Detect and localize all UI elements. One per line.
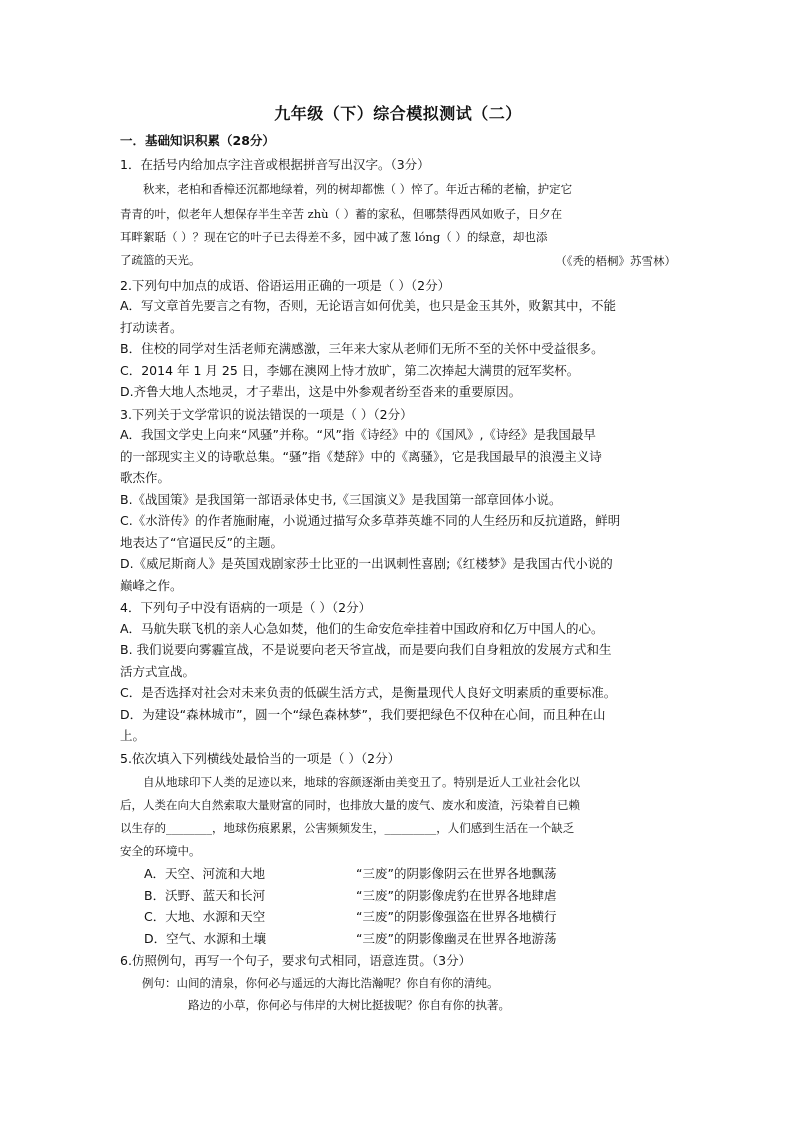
choice-left: A．天空、河流和大地 bbox=[144, 866, 266, 881]
question-5-passage-line: 安全的环境中。 bbox=[120, 844, 201, 858]
question-2 bbox=[120, 276, 676, 403]
question-3-option: A．我国文学史上向来“风骚”并称。“风”指《诗经》中的《国风》,《诗经》是我国最早 bbox=[120, 427, 596, 442]
question-4-option: 上。 bbox=[120, 728, 146, 743]
question-5 bbox=[120, 749, 676, 950]
question-5-choice bbox=[144, 863, 676, 885]
question-3-stem: 3.下列关于文学常识的说法错误的一项是（ ）（2分） bbox=[120, 406, 413, 422]
question-1-stem: 1．在括号内给加点字注音或根据拼音写出汉字。（3分） bbox=[120, 157, 430, 172]
question-1-passage-line: 秋来，老柏和香樟还沉都地绿着，列的树却都憔（ ）悴了。年近古稀的老榆，护定它 bbox=[143, 181, 573, 196]
question-1-passage-line: 耳畔絮聒（ ）？现在它的叶子已去得差不多，园中减了葱 lóng（ ）的绿意，却也添 bbox=[120, 229, 548, 244]
page-title: 九年级（下）综合模拟测试（二） bbox=[274, 104, 522, 123]
question-3-option: 地表达了“官逼民反”的主题。 bbox=[120, 534, 283, 550]
question-5-choice bbox=[144, 906, 676, 928]
choice-left: B．沃野、蓝天和长河 bbox=[144, 887, 266, 903]
choice-right: “三废”的阴影像阴云在世界各地飘荡 bbox=[356, 866, 557, 881]
question-5-passage-line: 自从地球印下人类的足迹以来，地球的容颜逐渐由美变丑了。特别是近人工业社会化以 bbox=[143, 775, 580, 789]
choice-right: “三废”的阴影像幽灵在世界各地游荡 bbox=[356, 930, 557, 946]
choice-left: C．大地、水源和天空 bbox=[144, 909, 266, 924]
question-2-option: B．住校的同学对生活老师充满感激，三年来大家从老师们无所不至的关怀中受益很多。 bbox=[120, 341, 604, 356]
question-4-option: D．为建设“森林城市”，圆一个“绿色森林梦”，我们要把绿色不仅种在心间，而且种在山 bbox=[120, 706, 606, 722]
question-3-option: 歌杰作。 bbox=[120, 470, 171, 485]
question-2-option: A．写文章首先要言之有物，否则，无论语言如何优美，也只是金玉其外，败絮其中，不能 bbox=[120, 298, 617, 313]
question-3 bbox=[120, 405, 676, 597]
question-6-example-text: 路边的小草，你何必与伟岸的大树比挺拔呢？你自有你的执著。 bbox=[188, 997, 510, 1012]
question-5-stem: 5.依次填入下列横线处最恰当的一项是（ ）（2分） bbox=[120, 750, 401, 766]
question-1-passage-line: 青青的叶，似老年人想保存半生辛苦 zhù（ ）蓄的家私，但哪禁得西风如败子，日夕在 bbox=[120, 206, 563, 221]
question-3-option: B.《战国策》是我国第一部语录体史书,《三国演义》是我国第一部章回体小说。 bbox=[120, 491, 562, 507]
question-2-option: C．2014 年 1 月 25 日，李娜在澳网上恃才放旷，第二次捧起大满贯的冠军奖杯。 bbox=[120, 362, 580, 378]
question-5-choice bbox=[144, 885, 676, 907]
question-6-example: 例句：山间的清泉，你何必与遥远的大海比浩瀚呢？你自有你的清纯。 bbox=[142, 975, 499, 990]
question-4-stem: 4．下列句子中没有语病的一项是（ ）（2分） bbox=[120, 600, 372, 615]
question-1-passage-line: 了疏篮的天光。 bbox=[120, 252, 201, 267]
choice-right: “三废”的阴影像强盗在世界各地横行 bbox=[356, 909, 557, 924]
question-6-stem: 6.仿照例句，再写一个句子，要求句式相同，语意连贯。（3分） bbox=[120, 953, 472, 968]
question-4-option: A．马航失联飞机的亲人心急如焚，他们的生命安危牵挂着中国政府和亿万中国人的心。 bbox=[120, 620, 604, 636]
question-5-choice bbox=[144, 928, 676, 950]
question-3-option: D.《威尼斯商人》是英国戏剧家莎士比亚的一出讽刺性喜剧;《红楼梦》是我国古代小说的 bbox=[120, 556, 613, 571]
question-3-option: 的一部现实主义的诗歌总集。“骚”指《楚辞》中的《离骚》，它是我国最早的浪漫主义诗 bbox=[120, 448, 602, 464]
question-2-option: D.齐鲁大地人杰地灵，才子辈出，这是中外参观者纷至沓来的重要原因。 bbox=[120, 384, 522, 399]
question-2-option: 打动读者。 bbox=[120, 319, 183, 335]
question-1 bbox=[120, 155, 676, 272]
question-6 bbox=[120, 951, 676, 1016]
question-4-option: C．是否选择对社会对未来负责的低碳生活方式，是衡量现代人良好文明素质的重要标准。 bbox=[120, 685, 617, 700]
question-5-passage-line: 后，人类在向大自然索取大量财富的同时，也排放大量的废气、废水和废渣，污染着自已赖 bbox=[120, 798, 580, 812]
question-4-option: 活方式宣战。 bbox=[120, 663, 196, 679]
question-4 bbox=[120, 598, 676, 747]
question-3-option: 巅峰之作。 bbox=[120, 577, 183, 593]
section-heading: 一．基础知识积累（28分） bbox=[120, 132, 275, 148]
exam-page bbox=[120, 104, 676, 1016]
question-6-example bbox=[142, 994, 676, 1016]
choice-right: “三废”的阴影像虎豹在世界各地肆虐 bbox=[356, 887, 557, 903]
question-4-option: B. 我们说要向雾霾宣战，不是说要向老天爷宣战，而是要向我们自身粗放的发展方式和生 bbox=[120, 642, 612, 657]
choice-left: D．空气、水源和土壤 bbox=[144, 930, 267, 946]
question-1-source: （《秃的梧桐》苏雪林） bbox=[555, 253, 676, 268]
question-2-stem: 2.下列句中加点的成语、俗语运用正确的一项是（ ）（2分） bbox=[120, 277, 451, 293]
question-3-option: C.《水浒传》的作者施耐庵，小说通过描写众多草莽英雄不同的人生经历和反抗道路，鲜明 bbox=[120, 513, 621, 528]
question-5-passage-line: 以生存的________，地球伤痕累累，公害频频发生，_________，人们感到生活在一个缺乏 bbox=[120, 821, 575, 835]
